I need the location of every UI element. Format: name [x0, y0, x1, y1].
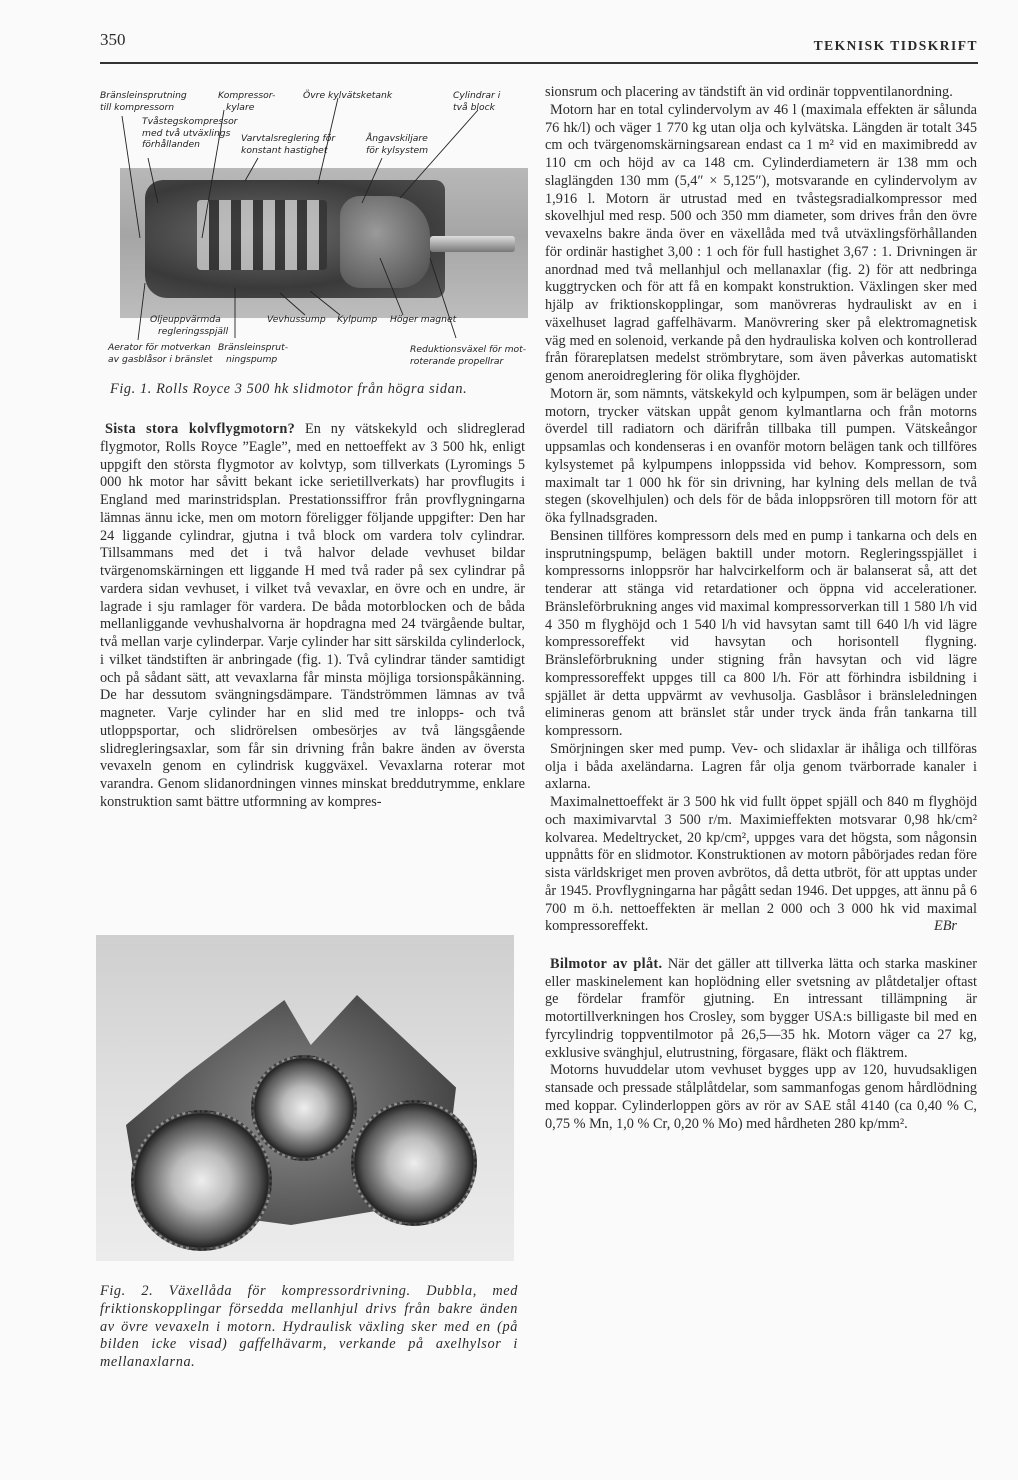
paragraph: Maximalnettoeffekt är 3 500 hk vid fullt öppet spjäll och 840 m flyghöjd och maximivarvtal 3 500 r/m. Maximieffekten motsvarar 0,98 hk/cm² kolvarea. Medeltrycket, 20 kp/cm², uppges vara det högsta, som någonsin uppnåtts för en slidmotor. Konstruktionen av motorn påbörjades redan före sista världskriget men proven avbrötos, då detta utbröt, för att upptas under år 1945. Provflygningarna har pågått sedan 1946. Det uppges, att ännu på 6 700 m ö.h. nettoeffekten är mellan 2 000 och 3 000 hk vid maximal kompressoreffekt. — [545, 794, 977, 935]
paragraph: sionsrum och placering av tändstift än vid ordinär toppventilanordning. — [545, 84, 953, 100]
paragraph: Motorn är, som nämnts, vätskekyld och kylpumpen, som är belägen under motorn, trycker vätskan uppåt genom kylmantlarna och från motorns överdel till radiatorn och därifrån tillbaka till pumpen. Vätskeångor uppsamlas och kondenseras i en ovanför motorn belägen tank och tillföres kylsystemet på kylpumpens inloppssida vid behov. Kompressorn, som maximalt tar 1 000 hk för sin drivning, har kylning dels mellan de två stegen (skovelhjulen) och dels för de båda inloppsrören till motorn för att öka fyllnadsgraden. — [545, 385, 977, 526]
paragraph: Motorns huvuddelar utom vevhuset bygges upp av 120, huvudsakligen stansade och pressade stålplåtdelar, som sammanfogas genom hårdlödning med koppar. Cylinderloppen görs av rör av SAE stål 4140 (ca 0,40 % C, 0,75 % Mn, 1,0 % Cr, 0,20 % Mo) med hårdheten 280 kp/mm². — [545, 1062, 977, 1132]
author-signature: EBr — [933, 918, 957, 934]
label-oil-heated-throttle: Oljeuppvärmda regleringsspjäll — [150, 314, 229, 337]
article-bilmotor-intro — [545, 956, 977, 1063]
figure-1-caption: Fig. 1. Rolls Royce 3 500 hk slidmotor från högra sidan. — [110, 381, 468, 397]
gear-right — [351, 1100, 477, 1226]
label-aerator: Aerator för motverkan av gasblåsor i bränslet — [108, 342, 213, 365]
article-body-left: En ny vätskekyld och slidreglerad flygmotor, Rolls Royce ”Eagle”, med en nettoeffekt av 3 500 hk, enligt uppgift den största flygmotor av kolvtyp, som tillverkats (Lyromings 5 000 hk motor har såvitt bekant icke serietillverkats) har provflugits i England med marinstridsplan. Prestationssiffror från provflygningarna lämnas ännu icke, men om motorn föreligger följande uppgifter: Den har 24 liggande cylindrar, gjutna i två block om vardera tolv cylindrar. Tillsammans med det i två halvor delade vevhuset bildar tvärgenomskärningen ett liggande H med två rader på sex cylindrar på vardera sidan vevhuset, i vilket två vevaxlar, en övre och en undre, är lagrade i sju ramlager för vardera. De båda motorblocken och de båda mellanliggande vevhushalvorna är hopdragna med 24 tvärgående bultar, två mellan varje cylinderpar. Varje cylinder har sitt särskilda cylinderlock, i vilket tändstiften är anbringade (fig. 1). Två cylindrar tänder samtidigt och på sådant sätt, att vevaxlarna får minsta möjliga torsionspåkänning. De har dessutom svängningsdämpare. Tändströmmen lämnas av två magneter. Varje cylinder har en slid med tre inlopps- och två utloppsportar, och slidrörelsen ombesörjes av två längsgående slidregleringsaxlar, som får sin drivning från bakre änden av översta vevaxeln genom en cylindrisk kuggväxel. Vevaxlarna roterar mot varandra. Genom slidanordningen vinnes minskat breddutrymme, enklare konstruktion samt bättre utformning av kompres- — [100, 421, 526, 810]
gear-left — [131, 1110, 272, 1251]
label-right-magneto: Höger magnet — [390, 314, 457, 325]
paragraph: Bensinen tillföres kompressorn dels med en pump i tankarna och dels en insprutningspump, belägen baktill under motorn. Regleringsspjället i kompressorns inloppsrör har halvcirkelform och är balanserat så, att det tenderar att stänga vid retardationer och öppna vid accelerationer. Bränsleförbrukning anges vid maximal kompressorverkan till 1 580 l/h vid 4 350 m flyghöjd och 1 540 l/h vid havsytan samt till 640 l/h vid lägre kompressoreffekt vid havsytan och horisontell flygning. Bränsleförbrukning under stigning från havsytan och vid lägre kompressoreffekt uppges till ca 800 l/h. För att förhindra isbildning i spjället är detta uppvärmt av vevhusolja. Gasblåsor i bränsleledningen elimineras genom att bränslet står under tryck ända från tankarna till kompressorn. — [545, 527, 977, 739]
label-fuel-injection-compressor: Bränsleinsprutning till kompressorn — [100, 90, 187, 113]
label-compressor-cooler: Kompressor- kylare — [218, 90, 276, 113]
article-sista-stora-kolvflygmotorn-left — [100, 421, 525, 812]
page-number: 350 — [100, 30, 126, 49]
paragraph: Motorn har en total cylindervolym av 46 l (maximala effekten är sålunda 76 hk/l) och väger 1 770 kg utan olja och kylvätska. Längden är totalt 345 cm och tvärgenomskärningsarean endast ca 1 m² vid en maximibredd av 110 cm och höjd av ca 148 cm. Cylinderdiametern är 138 mm och slaglängden 130 mm (5,4″ × 5,125″), motsvarande en cylindervolym av 1,916 l. Motorn är utrustad med en tvåstegsradialkompressor med skovelhjul med resp. 500 och 350 mm diameter, som drives från den övre vevaxelns bakre ända över en växellåda med två utväxlingsförhållanden för ordinär hastighet 3,00 : 1 och för full hastighet 3,67 : 1. Drivningen är anordnad med två mellanhjul och mellanaxlar (fig. 2) för att nedbringa kuggtrycken och för att få en kompakt konstruktion. Växlingen sker med hjälp av friktionskopplingar, som manövreras hydrauliskt av en i växelhuset lagrad gaffelhävarm. Manövrering sker på elektromagnetisk väg med en solenoid, verkande på den hydrauliska kolven och kontrollerad från förareplatsen medelst strömbrytare, som även påverkas automatiskt genom aneroidreglering för olika flyghöjder. — [545, 101, 977, 384]
header-rule — [100, 62, 978, 64]
label-crankcase-sump: Vevhussump — [267, 314, 326, 325]
label-upper-coolant-tank: Övre kylvätsketank — [303, 90, 393, 101]
article-heading: Sista stora kolvflygmotorn? — [105, 421, 296, 437]
figure-2-caption: Fig. 2. Växellåda för kompressordrivning. Dubbla, med friktionskopplingar försedda mellanhjul drivs från bakre änden av övre vevaxeln i motorn. Hydraulisk växling sker med en (på bilden icke visad) gaffelhävarm, verkande på axelhylsor i mellanaxlarna. — [100, 1283, 518, 1371]
label-reduction-gear: Reduktionsväxel för mot- roterande propellrar — [410, 344, 527, 367]
label-cylinders-two-blocks: Cylindrar i två block — [453, 90, 501, 113]
paragraph: När det gäller att tillverka lätta och starka maskiner eller maskinelement kan hoplödning eller svetsning av plåtdetaljer oftast ge fördelar framför gjutning. En intressant tillämpning är motortillverkningen hos Crosley, som bygger USA:s billigaste bil med en fyrcylindrig toppventilmotor på 26,5—35 hk. Motorn väger ca 27 kg, exklusive svänghjul, elutrustning, förgasare, fläkt och fläktrem. — [545, 955, 977, 1061]
label-fuel-injection-pump: Bränsleinsprut- ningspump — [218, 342, 289, 365]
paragraph: Smörjningen sker med pump. Vev- och slidaxlar är ihåliga och tillföras olja i båda axeländarna. Lagren får olja genom tvärborrade kanaler i axlarna. — [545, 740, 977, 793]
figure-2-gearbox-photo — [96, 935, 514, 1261]
journal-title: TEKNISK TIDSKRIFT — [813, 38, 978, 53]
label-steam-separator: Ångavskiljare för kylsystem — [366, 133, 429, 156]
figure-1-engine-diagram — [100, 88, 530, 378]
label-two-stage-compressor: Tvåstegskompressor med två utväxlings förhållanden — [142, 116, 238, 150]
label-speed-control: Varvtalsreglering för konstant hastighet — [241, 133, 336, 156]
right-column — [545, 84, 977, 1133]
label-coolant-pump: Kylpump — [337, 314, 378, 325]
gear-center — [251, 1055, 357, 1161]
article-heading: Bilmotor av plåt. — [550, 955, 663, 972]
